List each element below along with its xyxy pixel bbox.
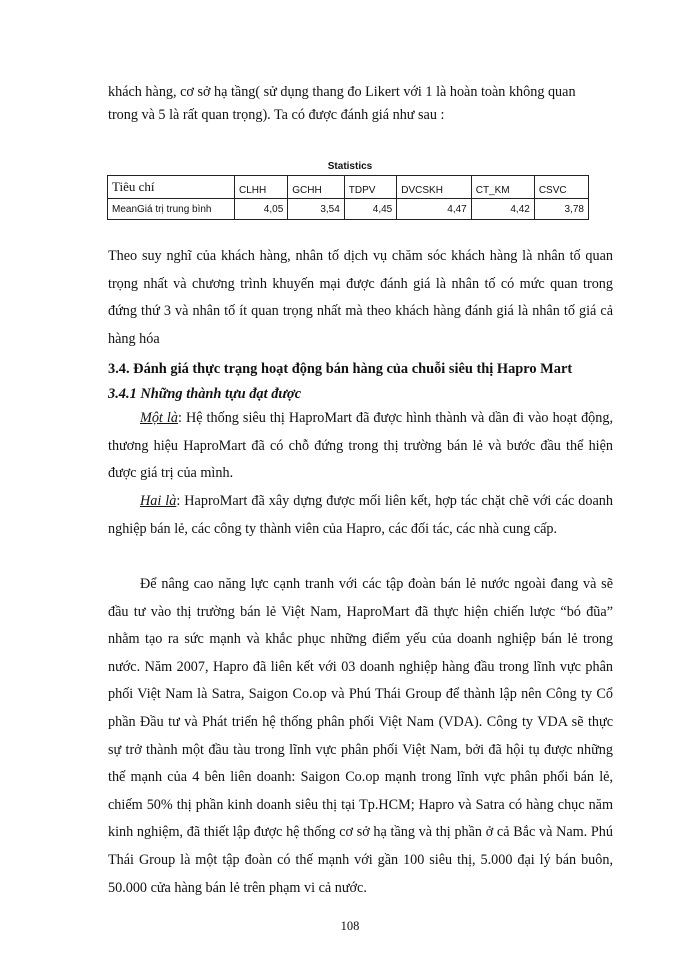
column-header: CT_KM: [471, 176, 534, 199]
point-one-text: : Hệ thống siêu thị HaproMart đã được hình thành và dần đi vào hoạt động, thương hiệu HaproMart đã có chỗ đứng trong thị trường bán lẻ và bước đầu thể hiện được giá trị của mình.: [108, 410, 613, 482]
conclusion-paragraph: Theo suy nghĩ của khách hàng, nhân tố dịch vụ chăm sóc khách hàng là nhân tố quan trọng nhất và chương trình khuyến mại được đánh giá là nhân tố có mức quan trong đứng thứ 3 và nhân tố ít quan trọng nhất mà theo khách hàng đánh giá là nhân tố giá cả hàng hóa: [108, 248, 613, 347]
column-header: GCHH: [288, 176, 345, 199]
table-cell: 3,78: [534, 199, 588, 220]
column-header: DVCSKH: [397, 176, 472, 199]
criteria-header: Tiêu chí: [108, 176, 235, 199]
statistics-table: [107, 175, 589, 220]
section-heading: 3.4. Đánh giá thực trạng hoạt động bán hàng của chuỗi siêu thị Hapro Mart: [108, 361, 573, 377]
statistics-value-row: [108, 199, 589, 220]
statistics-header-row: [108, 176, 589, 199]
point-two-text: : HaproMart đã xây dựng được mối liên kết, hợp tác chặt chẽ với các doanh nghiệp bán lẻ, các công ty thành viên của Hapro, các đối tác, các nhà cung cấp.: [108, 493, 613, 537]
column-header: CLHH: [235, 176, 288, 199]
body-paragraph: Để nâng cao năng lực cạnh tranh với các tập đoàn bán lẻ nước ngoài đang và sẽ đầu tư vào thị trường bán lẻ Việt Nam, HaproMart đã thực hiện chiến lược “bó đũa” nhằm tạo ra sức mạnh và khắc phục những điểm yếu của doanh nghiệp bán lẻ trong nước. Năm 2007, Hapro đã liên kết với 03 doanh nghiệp hàng đầu trong lĩnh vực phân phối Việt Nam là Satra, Saigon Co.op và Phú Thái Group để thành lập nên Công ty Cổ phần Đầu tư và Phát triển hệ thống phân phối Việt Nam (VDA). Công ty VDA sẽ thực sự trở thành một đầu tàu trong lĩnh vực phân phối Việt Nam, bởi đã hội tụ được những thế mạnh của 4 bên liên doanh: Saigon Co.op mạnh trong lĩnh vực phân phối bán lẻ, chiếm 50% thị phần kinh doanh siêu thị tại Tp.HCM; Hapro và Satra có hàng chục năm kinh nghiệm, đã thiết lập được hệ thống cơ sở hạ tầng và thị phần ở cả Bắc và Nam. Phú Thái Group là một tập đoàn có thế mạnh với gần 100 siêu thị, 5.000 đại lý bán buôn, 50.000 cửa hàng bán lẻ trên phạm vi cả nước.: [108, 576, 613, 896]
point-two-label: Hai là: [140, 493, 177, 509]
table-cell: 4,45: [344, 199, 396, 220]
row-label: MeanGiá trị trung bình: [108, 199, 235, 220]
table-cell: 4,42: [471, 199, 534, 220]
column-header: TDPV: [344, 176, 396, 199]
intro-line-2: trong và 5 là rất quan trọng). Ta có được đánh giá như sau :: [108, 107, 445, 123]
point-one-label: Một là: [140, 410, 178, 426]
intro-line-1: khách hàng, cơ sở hạ tầng( sử dụng thang đo Likert với 1 là hoàn toàn không quan: [108, 84, 576, 100]
table-cell: 3,54: [288, 199, 345, 220]
point-one-paragraph: [108, 405, 613, 488]
subsection-heading: 3.4.1 Những thành tựu đạt được: [108, 386, 302, 402]
table-cell: 4,05: [235, 199, 288, 220]
page-number: 108: [340, 919, 360, 933]
column-header: CSVC: [534, 176, 588, 199]
point-two-paragraph: [108, 488, 613, 543]
table-cell: 4,47: [397, 199, 472, 220]
statistics-title: Statistics: [327, 161, 373, 172]
